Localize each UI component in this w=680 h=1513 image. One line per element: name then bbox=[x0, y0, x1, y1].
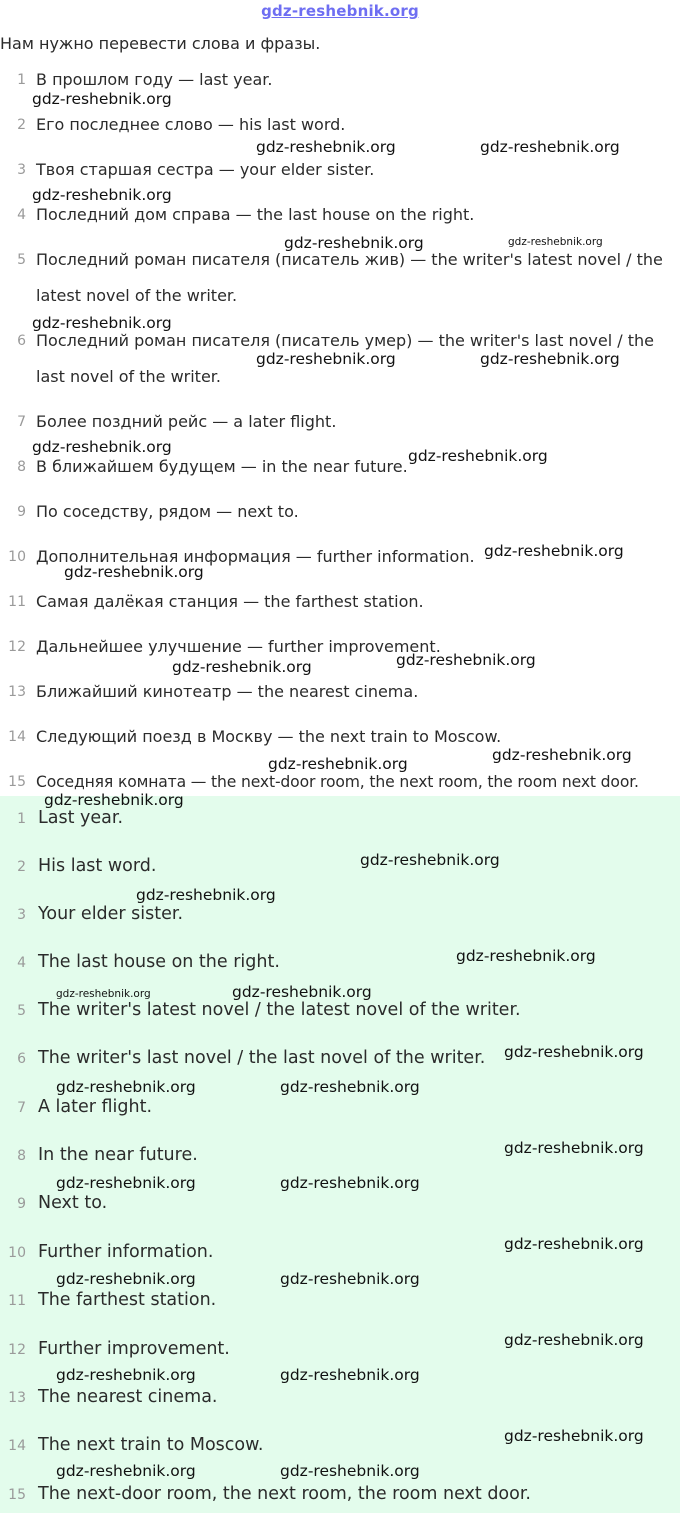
item-text: Дальнейшее улучшение — further improvement. bbox=[36, 637, 441, 656]
answer-number: 12 bbox=[8, 1342, 26, 1358]
item-number: 10 bbox=[8, 549, 26, 565]
watermark: gdz-reshebnik.org bbox=[504, 1427, 644, 1445]
watermark: gdz-reshebnik.org bbox=[504, 1139, 644, 1157]
watermark: gdz-reshebnik.org bbox=[56, 1174, 196, 1192]
answer-number: 5 bbox=[17, 1003, 26, 1019]
item-number: 15 bbox=[8, 774, 26, 790]
answer-text: Next to. bbox=[38, 1193, 108, 1213]
item-number: 11 bbox=[8, 594, 26, 610]
watermark: gdz-reshebnik.org bbox=[396, 651, 536, 669]
item-text: В прошлом году — last year. bbox=[36, 70, 273, 89]
answer-text: The farthest station. bbox=[38, 1290, 217, 1310]
item-text: Дополнительная информация — further information. bbox=[36, 547, 475, 566]
item-number: 2 bbox=[17, 117, 26, 133]
item-text: Соседняя комната — the next-door room, the next room, the room next door. bbox=[36, 773, 639, 791]
watermark: gdz-reshebnik.org bbox=[492, 746, 632, 764]
item-number: 1 bbox=[17, 72, 26, 88]
answer-number: 7 bbox=[17, 1100, 26, 1116]
answer-number: 15 bbox=[8, 1487, 26, 1503]
watermark: gdz-reshebnik.org bbox=[504, 1043, 644, 1061]
answer-number: 8 bbox=[17, 1148, 26, 1164]
answer-number: 9 bbox=[17, 1196, 26, 1212]
item-number: 4 bbox=[17, 207, 26, 223]
watermark: gdz-reshebnik.org bbox=[172, 658, 312, 676]
answer-number: 11 bbox=[8, 1293, 26, 1309]
watermark: gdz-reshebnik.org bbox=[456, 947, 596, 965]
answer-number: 13 bbox=[8, 1390, 26, 1406]
watermark: gdz-reshebnik.org bbox=[256, 138, 396, 156]
item-text: В ближайшем будущем — in the near future. bbox=[36, 457, 408, 476]
answer-text: The next-door room, the next room, the room next door. bbox=[38, 1484, 531, 1504]
item-text: Последний роман писателя (писатель умер) — the writer's last novel / the last novel of the writer. bbox=[36, 331, 655, 386]
answer-number: 2 bbox=[17, 859, 26, 875]
item-number: 8 bbox=[17, 459, 26, 475]
answer-text: A later flight. bbox=[38, 1097, 153, 1117]
item-number: 14 bbox=[8, 729, 26, 745]
answer-text: In the near future. bbox=[38, 1145, 198, 1165]
item-number: 3 bbox=[17, 162, 26, 178]
watermark: gdz-reshebnik.org bbox=[280, 1270, 420, 1288]
answer-number: 3 bbox=[17, 907, 26, 923]
intro-text: Нам нужно перевести слова и фразы. bbox=[0, 34, 321, 53]
item-text: Твоя старшая сестра — your elder sister. bbox=[36, 160, 375, 179]
answer-text: Further improvement. bbox=[38, 1339, 230, 1359]
item-text: Более поздний рейс — a later flight. bbox=[36, 412, 337, 431]
item-text: Его последнее слово — his last word. bbox=[36, 115, 346, 134]
watermark: gdz-reshebnik.org bbox=[32, 438, 172, 456]
answer-text: His last word. bbox=[38, 856, 157, 876]
item-text: Ближайший кинотеатр — the nearest cinema. bbox=[36, 682, 419, 701]
watermark: gdz-reshebnik.org bbox=[32, 90, 172, 108]
answer-number: 14 bbox=[8, 1438, 26, 1454]
watermark: gdz-reshebnik.org bbox=[232, 983, 372, 1001]
item-number: 6 bbox=[17, 333, 26, 349]
item-number: 13 bbox=[8, 684, 26, 700]
item-text: Последний дом справа — the last house on the right. bbox=[36, 205, 475, 224]
watermark: gdz-reshebnik.org bbox=[268, 755, 408, 773]
watermark: gdz-reshebnik.org bbox=[64, 563, 204, 581]
watermark: gdz-reshebnik.org bbox=[56, 1366, 196, 1384]
answer-text: The next train to Moscow. bbox=[38, 1435, 264, 1455]
watermark: gdz-reshebnik.org bbox=[56, 988, 151, 1000]
watermark: gdz-reshebnik.org bbox=[280, 1078, 420, 1096]
answer-text: The last house on the right. bbox=[38, 952, 280, 972]
watermark: gdz-reshebnik.org bbox=[484, 542, 624, 560]
answer-number: 1 bbox=[17, 811, 26, 827]
item-text: Следующий поезд в Москву — the next train to Moscow. bbox=[36, 727, 502, 746]
watermark: gdz-reshebnik.org bbox=[136, 886, 276, 904]
item-text: Самая далёкая станция — the farthest station. bbox=[36, 592, 424, 611]
watermark: gdz-reshebnik.org bbox=[56, 1462, 196, 1480]
answer-text: The writer's last novel / the last novel of the writer. bbox=[38, 1048, 486, 1068]
item-number: 12 bbox=[8, 639, 26, 655]
watermark: gdz-reshebnik.org bbox=[56, 1270, 196, 1288]
answer-text: Last year. bbox=[38, 808, 124, 828]
watermark: gdz-reshebnik.org bbox=[480, 138, 620, 156]
answer-text: The writer's latest novel / the latest novel of the writer. bbox=[38, 1000, 521, 1020]
answer-text: Your elder sister. bbox=[38, 904, 184, 924]
item-number: 7 bbox=[17, 414, 26, 430]
item-text: Последний роман писателя (писатель жив) — the writer's latest novel / the latest novel of the writer. bbox=[36, 250, 663, 305]
watermark: gdz-reshebnik.org bbox=[408, 447, 548, 465]
answer-number: 6 bbox=[17, 1051, 26, 1067]
watermark: gdz-reshebnik.org bbox=[508, 236, 603, 248]
watermark: gdz-reshebnik.org bbox=[280, 1174, 420, 1192]
watermark: gdz-reshebnik.org bbox=[360, 851, 500, 869]
watermark: gdz-reshebnik.org bbox=[32, 314, 172, 332]
watermark: gdz-reshebnik.org bbox=[56, 1078, 196, 1096]
watermark: gdz-reshebnik.org bbox=[44, 791, 184, 809]
item-number: 5 bbox=[17, 252, 26, 268]
answer-text: The nearest cinema. bbox=[38, 1387, 218, 1407]
watermark: gdz-reshebnik.org bbox=[280, 1462, 420, 1480]
answer-number: 10 bbox=[8, 1245, 26, 1261]
item-text: По соседству, рядом — next to. bbox=[36, 502, 299, 521]
watermark: gdz-reshebnik.org bbox=[32, 186, 172, 204]
site-link[interactable]: gdz-reshebnik.org bbox=[261, 2, 419, 20]
watermark: gdz-reshebnik.org bbox=[504, 1235, 644, 1253]
answer-number: 4 bbox=[17, 955, 26, 971]
answer-text: Further information. bbox=[38, 1242, 214, 1262]
watermark: gdz-reshebnik.org bbox=[280, 1366, 420, 1384]
watermark: gdz-reshebnik.org bbox=[504, 1331, 644, 1349]
watermark: gdz-reshebnik.org bbox=[284, 234, 424, 252]
watermark: gdz-reshebnik.org bbox=[480, 350, 620, 368]
item-number: 9 bbox=[17, 504, 26, 520]
watermark: gdz-reshebnik.org bbox=[256, 350, 396, 368]
